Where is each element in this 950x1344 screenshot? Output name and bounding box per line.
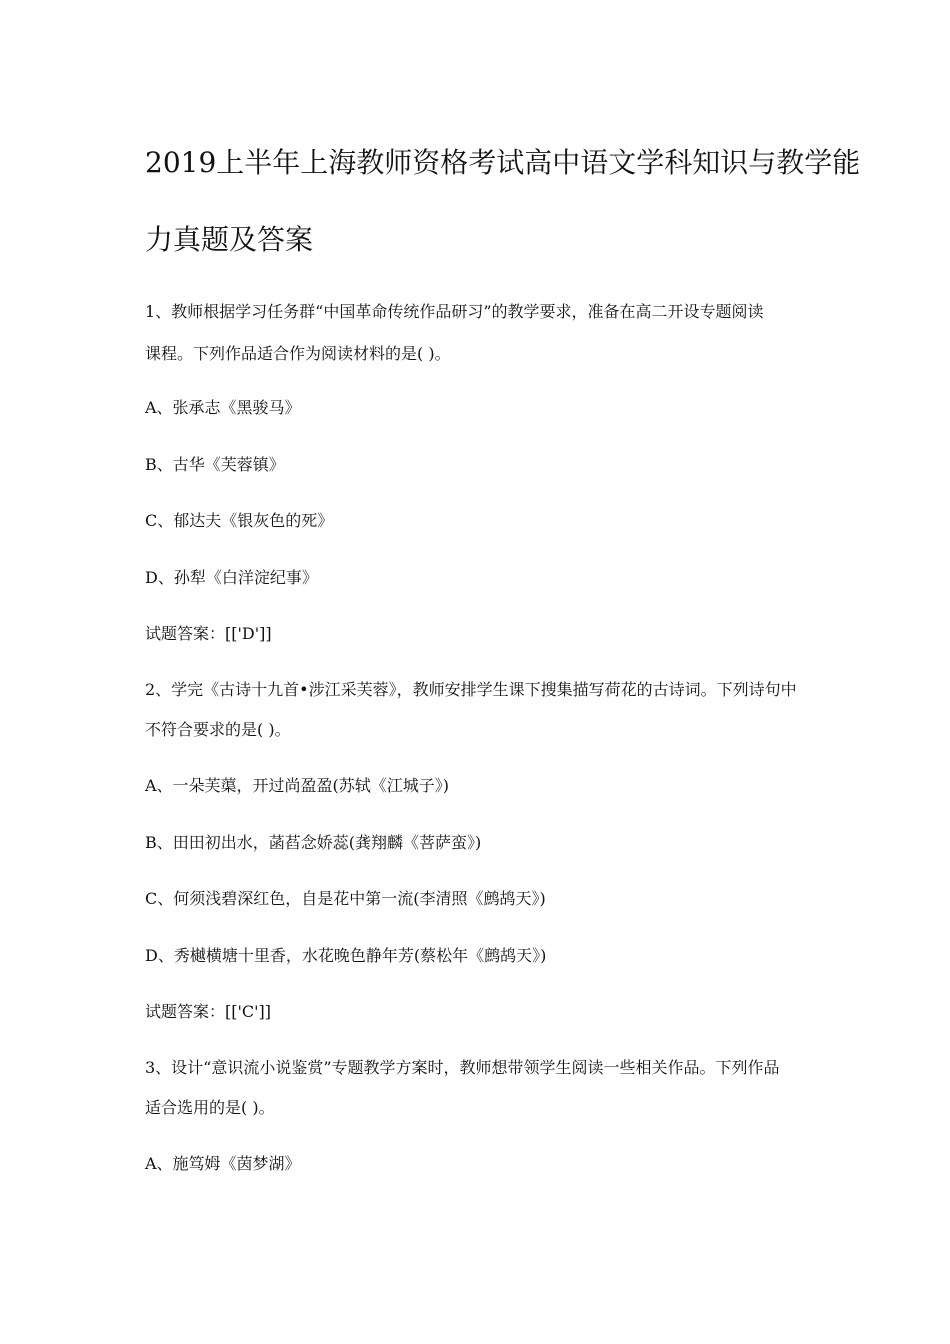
question-1-answer: 试题答案：[['D']] — [145, 624, 272, 643]
document-title-line-2: 力真题及答案 — [145, 223, 314, 256]
question-1-stem-line-2: 课程。下列作品适合作为阅读材料的是( )。 — [145, 344, 451, 363]
question-2-stem-line-1: 2、学完《古诗十九首•涉江采芙蓉》，教师安排学生课下搜集描写荷花的古诗词。下列诗句中 — [145, 680, 797, 699]
question-2-stem-line-2: 不符合要求的是( )。 — [145, 720, 291, 739]
question-1-option-c: C、郁达夫《银灰色的死》 — [145, 511, 334, 530]
question-2-option-c: C、何须浅碧深红色，自是花中第一流(李清照《鹧鸪天》) — [145, 889, 546, 908]
question-1-option-d: D、孙犁《白洋淀纪事》 — [145, 568, 318, 587]
question-2-option-d: D、秀樾横塘十里香，水花晚色静年芳(蔡松年《鹧鸪天》) — [145, 946, 547, 965]
question-1-option-a: A、张承志《黑骏马》 — [145, 398, 301, 417]
question-3-stem-line-1: 3、设计“意识流小说鉴赏”专题教学方案时，教师想带领学生阅读一些相关作品。下列作品 — [145, 1058, 780, 1077]
question-2-option-a: A、一朵芙蕖，开过尚盈盈(苏轼《江城子》) — [145, 776, 450, 795]
question-3-option-a: A、施笃姆《茵梦湖》 — [145, 1154, 301, 1173]
question-3-stem-line-2: 适合选用的是( )。 — [145, 1098, 275, 1117]
question-2-answer: 试题答案：[['C']] — [145, 1002, 272, 1021]
question-2-option-b: B、田田初出水，菡萏念娇蕊(龚翔麟《菩萨蛮》) — [145, 833, 482, 852]
question-1-stem-line-1: 1、教师根据学习任务群“中国革命传统作品研习”的教学要求，准备在高二开设专题阅读 — [145, 302, 764, 321]
question-1-option-b: B、古华《芙蓉镇》 — [145, 455, 285, 474]
document-title-line-1: 2019上半年上海教师资格考试高中语文学科知识与教学能 — [145, 146, 861, 179]
